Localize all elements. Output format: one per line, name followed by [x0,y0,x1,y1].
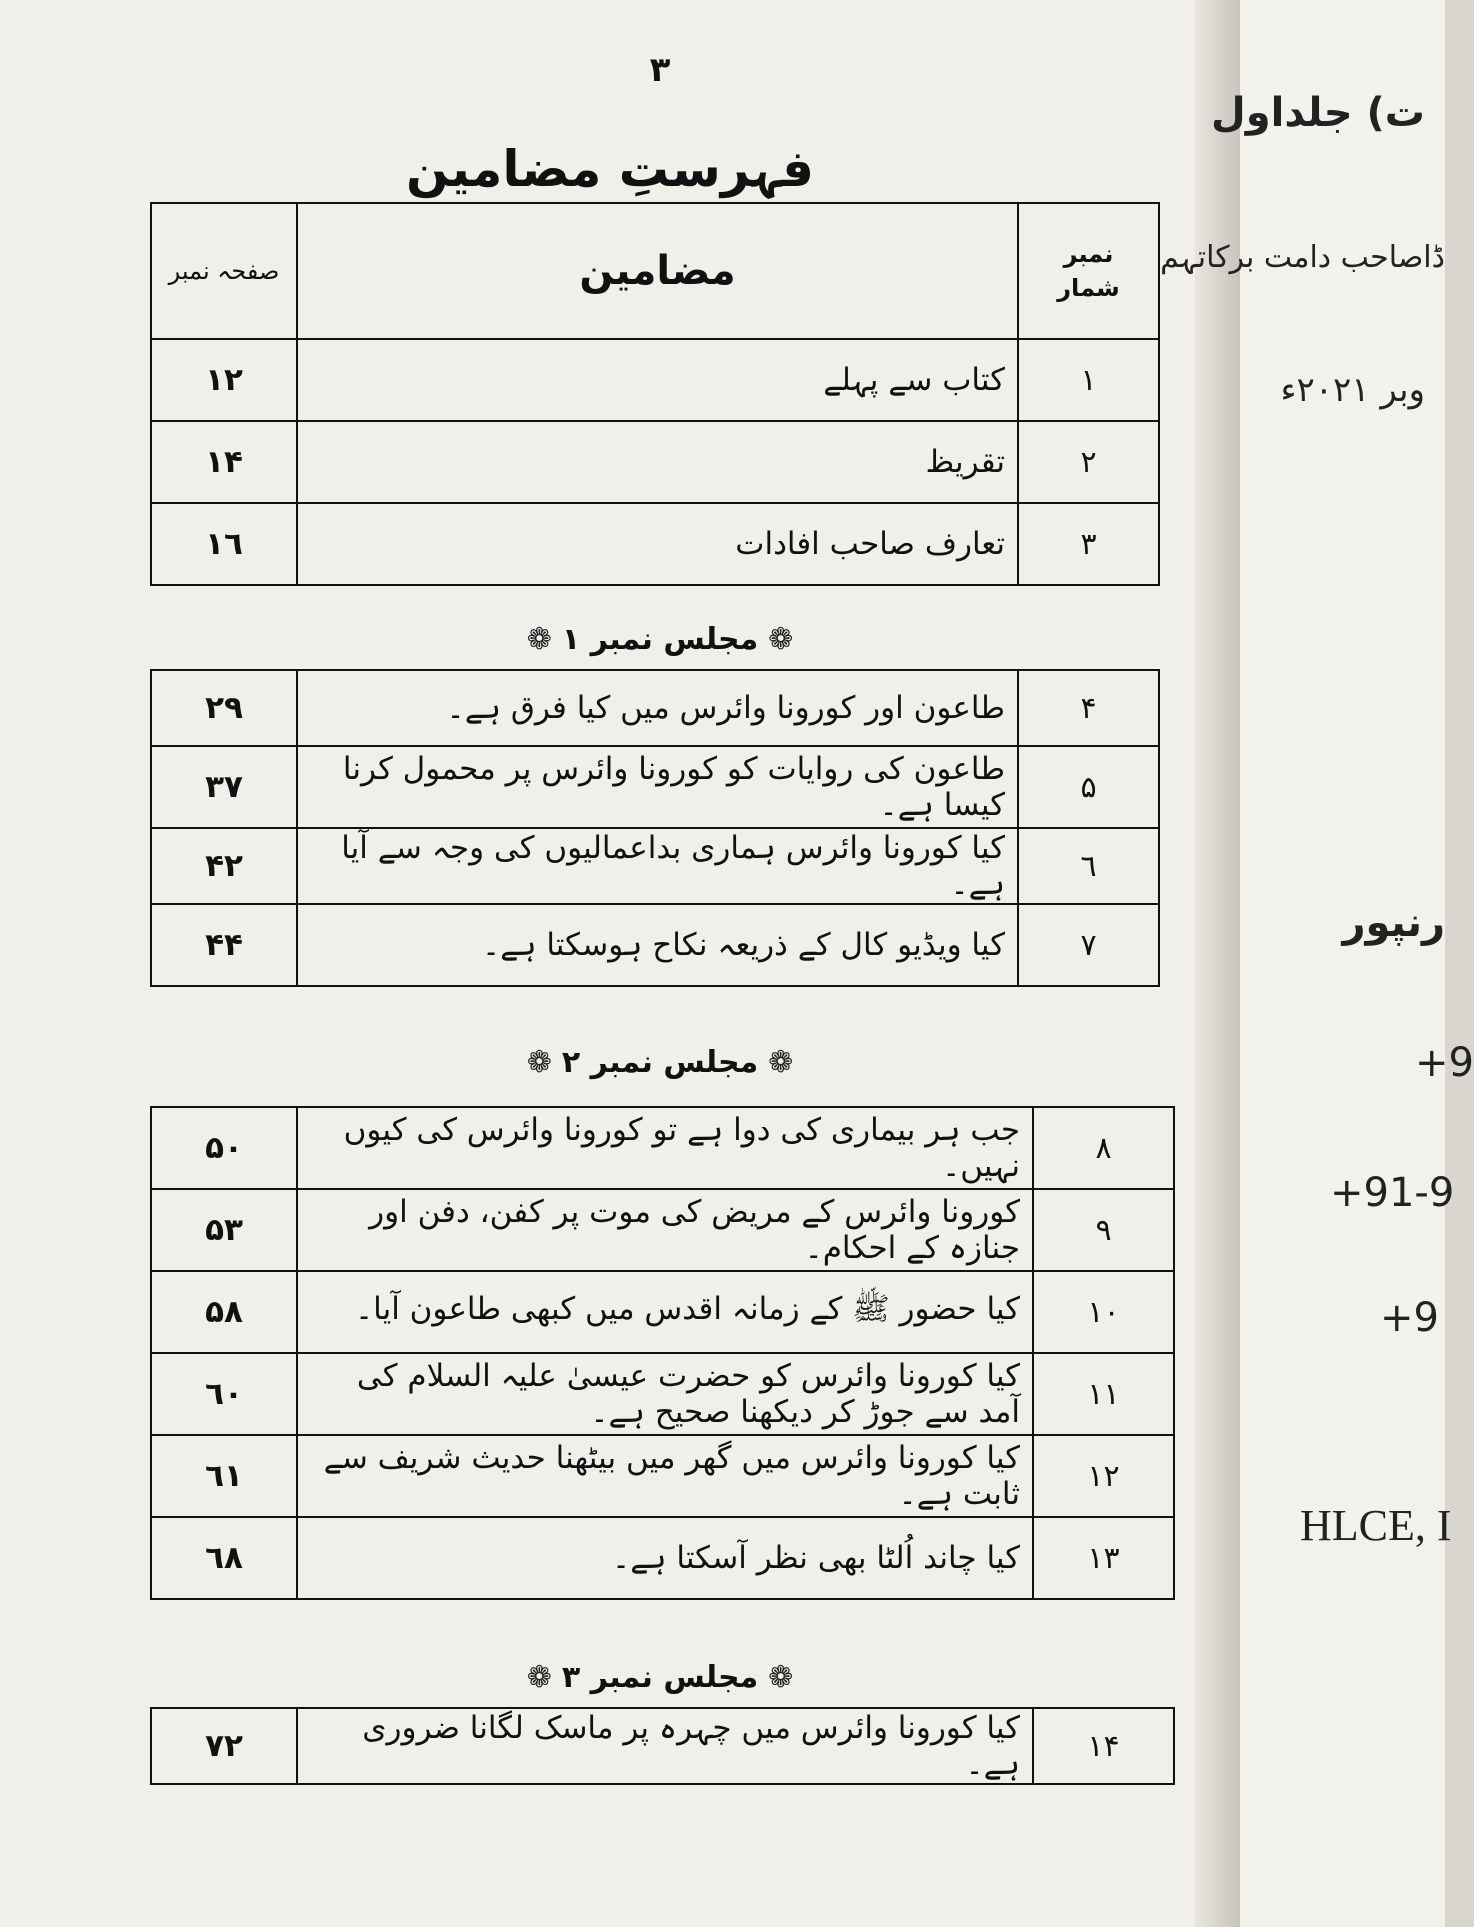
row-page: ٦١ [151,1435,297,1517]
majlis-2-heading: ❁مجلس نمبر ٢❁ [480,1045,840,1080]
row-subject: کتاب سے پہلے [297,339,1018,421]
table-row [151,1271,1174,1353]
row-page: ١۴ [151,421,297,503]
row-subject: کیا کورونا وائرس میں چہرہ پر ماسک لگانا ضروری ہے۔ [297,1708,1033,1784]
facing-line: HLCE, I [1300,1501,1452,1550]
table-row [151,421,1159,503]
table-row [151,1107,1174,1189]
table-row [151,1708,1174,1784]
row-number: ۴ [1018,670,1159,746]
table-row [151,1435,1174,1517]
majlis-3-heading: ❁مجلس نمبر ٣❁ [480,1660,840,1695]
row-number: ١٣ [1033,1517,1174,1599]
row-subject: کورونا وائرس کے مریض کی موت پر کفن، دفن اور جنازہ کے احکام۔ [297,1189,1033,1271]
row-page: ٧٢ [151,1708,297,1784]
row-subject: کیا کورونا وائرس کو حضرت عیسیٰ علیہ السلام کی آمد سے جوڑ کر دیکھنا صحیح ہے۔ [297,1353,1033,1435]
facing-page [1160,0,1474,1927]
header-page: صفحہ نمبر [151,203,297,339]
facing-line: ت) جلداول [1211,90,1425,136]
ornament-icon: ❁ [768,1045,794,1080]
table-row [151,1353,1174,1435]
row-number: ٩ [1033,1189,1174,1271]
facing-line: +91-9 [1330,1170,1455,1216]
majlis-1-heading: ❁مجلس نمبر ١❁ [480,622,840,657]
row-page: ٣٧ [151,746,297,828]
ornament-icon: ❁ [526,1045,552,1080]
table-row [151,904,1159,986]
row-subject: تقریظ [297,421,1018,503]
row-page: ٢٩ [151,670,297,746]
table-row [151,828,1159,904]
row-page: ١٢ [151,339,297,421]
toc-table-majlis-2 [150,1106,1175,1600]
row-number: ١ [1018,339,1159,421]
row-number: ١١ [1033,1353,1174,1435]
row-page: ۴٢ [151,828,297,904]
page-title: فہرستِ مضامین [405,140,814,198]
toc-table-majlis-3 [150,1707,1175,1785]
ornament-icon: ❁ [526,622,552,657]
row-page: ١٦ [151,503,297,585]
row-subject: کیا حضور ﷺ کے زمانہ اقدس میں کبھی طاعون آیا۔ [297,1271,1033,1353]
row-subject: کیا کورونا وائرس ہماری بداعمالیوں کی وجہ سے آیا ہے۔ [297,828,1018,904]
row-number: ٧ [1018,904,1159,986]
row-number: ۵ [1018,746,1159,828]
row-page: ۵٠ [151,1107,297,1189]
row-page: ٦٠ [151,1353,297,1435]
row-subject: کیا چاند اُلٹا بھی نظر آسکتا ہے۔ [297,1517,1033,1599]
facing-line: ڈاصاحب دامت برکاتہم [1160,240,1445,275]
row-page: ۵٨ [151,1271,297,1353]
row-subject: کیا کورونا وائرس میں گھر میں بیٹھنا حدیث شریف سے ثابت ہے۔ [297,1435,1033,1517]
row-page: ۴۴ [151,904,297,986]
facing-line: +9 [1415,1040,1474,1086]
ornament-icon: ❁ [768,1660,794,1695]
row-number: ٨ [1033,1107,1174,1189]
row-page: ٦٨ [151,1517,297,1599]
toc-table-intro [150,202,1160,586]
facing-line: رنپور [1342,900,1445,946]
ornament-icon: ❁ [526,1660,552,1695]
row-number: ٦ [1018,828,1159,904]
table-row [151,503,1159,585]
table-row [151,1517,1174,1599]
row-subject: تعارف صاحب افادات [297,503,1018,585]
table-row [151,670,1159,746]
row-number: ١۴ [1033,1708,1174,1784]
row-page: ۵٣ [151,1189,297,1271]
facing-line: وبر ٢٠٢١ء [1280,370,1425,410]
ornament-icon: ❁ [768,622,794,657]
table-row [151,746,1159,828]
row-subject: کیا ویڈیو کال کے ذریعہ نکاح ہوسکتا ہے۔ [297,904,1018,986]
row-subject: طاعون کی روایات کو کورونا وائرس پر محمول کرنا کیسا ہے۔ [297,746,1018,828]
facing-line: +9 [1380,1295,1439,1341]
page-number: ٣ [649,50,671,90]
row-subject: طاعون اور کورونا وائرس میں کیا فرق ہے۔ [297,670,1018,746]
table-header-row [151,203,1159,339]
row-number: ٢ [1018,421,1159,503]
header-serial: نمبر شمار [1018,203,1159,339]
row-subject: جب ہر بیماری کی دوا ہے تو کورونا وائرس کی کیوں نہیں۔ [297,1107,1033,1189]
row-number: ١٢ [1033,1435,1174,1517]
table-row [151,1189,1174,1271]
table-row [151,339,1159,421]
row-number: ٣ [1018,503,1159,585]
header-subjects: مضامین [297,203,1018,339]
toc-table-majlis-1 [150,669,1160,987]
row-number: ١٠ [1033,1271,1174,1353]
